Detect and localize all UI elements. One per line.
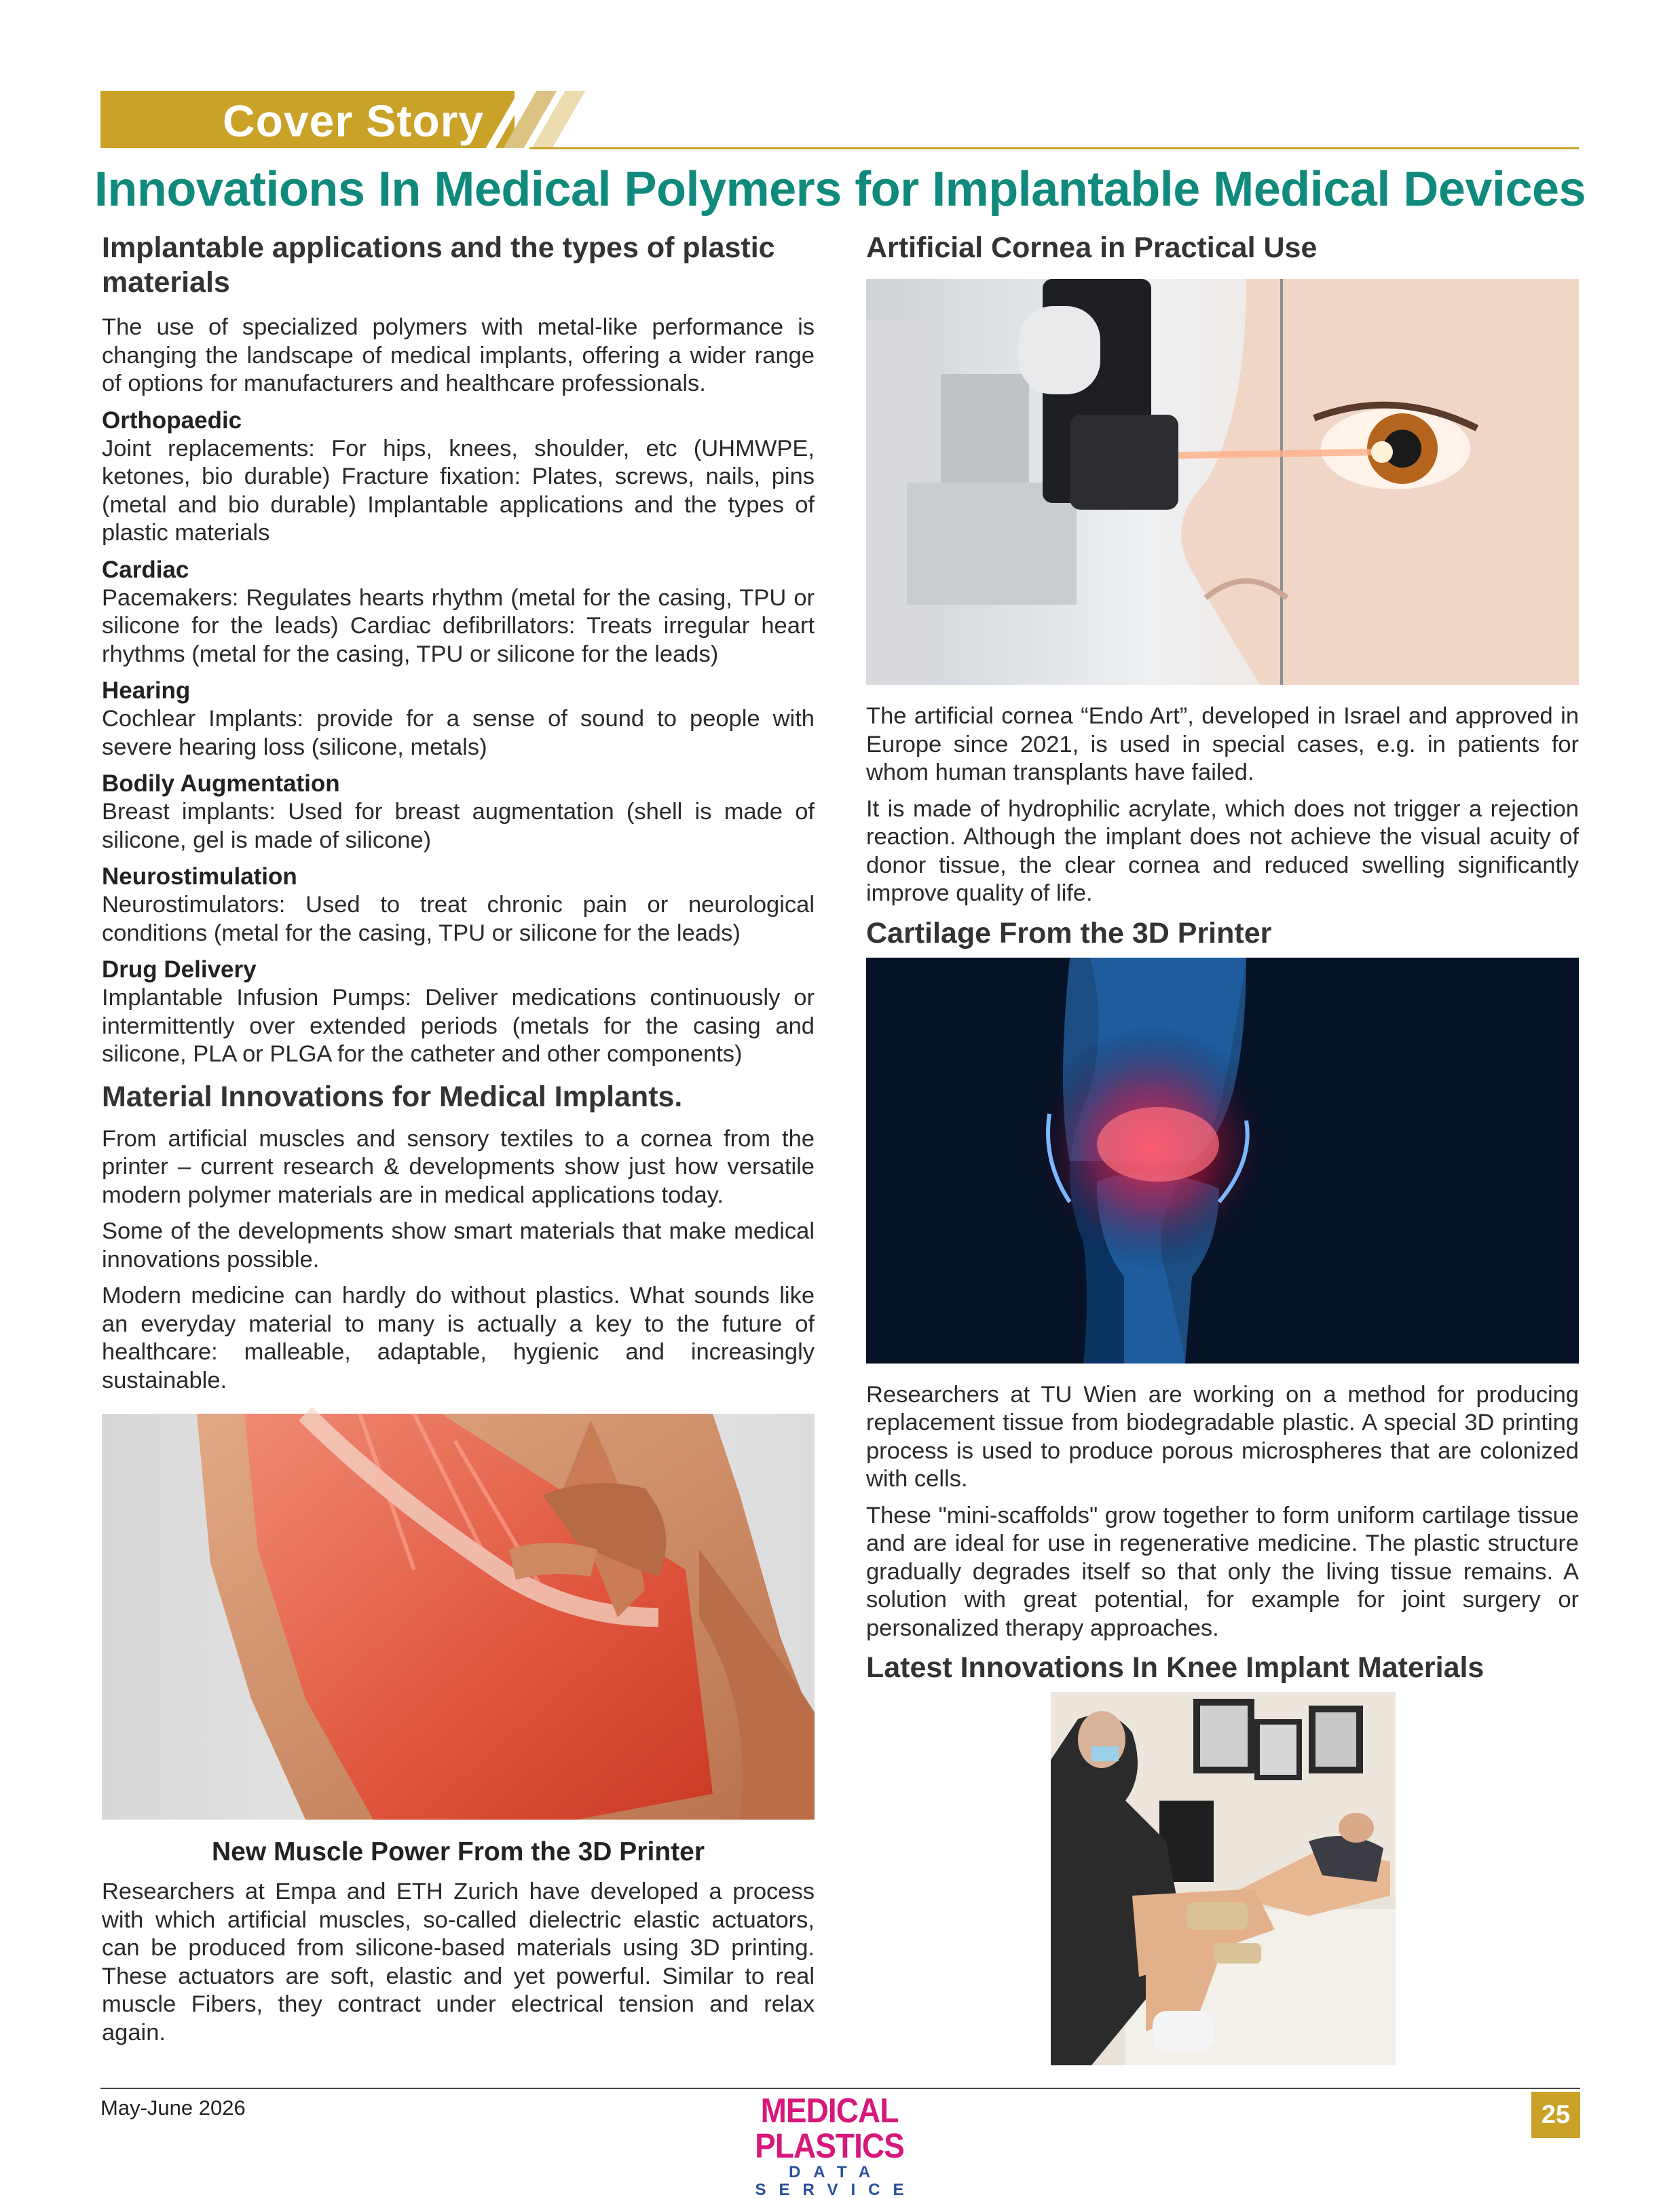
knee-xray-illustration bbox=[866, 958, 1579, 1364]
left-column bbox=[102, 231, 815, 2055]
body-paragraph: These "mini-scaffolds" grow together to form uniform cartilage tissue and are ideal for use in regenerative medicine. The plastic structure gradually degrades itself so that only the living tissue remains. A solution with great potential, for example for joint surgery or personalized therapy approaches. bbox=[866, 1502, 1579, 1641]
body-paragraph: Modern medicine can hardly do without plastics. What sounds like an everyday material to many is actually a key to the future of healthcare: malleable, adaptable, hygienic and increasingly sustainable. bbox=[102, 1283, 815, 1393]
logo-title: MEDICAL PLASTICS bbox=[755, 2091, 904, 2165]
category-title: Orthopaedic bbox=[102, 407, 242, 434]
category-cardiac bbox=[102, 556, 815, 669]
body-paragraph: From artificial muscles and sensory textiles to a cornea from the printer – current research & developments show just how versatile modern polymer materials are in medical applications today. bbox=[102, 1125, 815, 1208]
category-text: Neurostimulators: Used to treat chronic pain or neurological conditions (metal for the casing, TPU or silicone for the leads) bbox=[102, 892, 815, 946]
clinic-scene-illustration bbox=[1051, 1692, 1396, 2065]
category-text: Joint replacements: For hips, knees, shoulder, etc (UHMWPE, ketones, bio durable) Fracture fixation: Plates, screws, nails, pins (metal and bio durable) Implantable applications and the types of plastic materials bbox=[102, 435, 815, 546]
section-heading: Implantable applications and the types of plastic materials bbox=[102, 231, 775, 299]
logo-subtitle: DATA SERVICE bbox=[755, 2163, 917, 2199]
body-paragraph: Some of the developments show smart materials that make medical innovations possible. bbox=[102, 1218, 815, 1273]
shoulder-muscle-illustration bbox=[102, 1414, 815, 1820]
category-title: Neurostimulation bbox=[102, 863, 297, 890]
right-column bbox=[866, 231, 1579, 2065]
muscle-caption: New Muscle Power From the 3D Printer bbox=[211, 1837, 705, 1866]
section-heading: Material Innovations for Medical Implants. bbox=[102, 1080, 683, 1113]
eye-exam-illustration bbox=[866, 279, 1579, 685]
page-number: 25 bbox=[1531, 2092, 1580, 2138]
category-title: Drug Delivery bbox=[102, 956, 257, 983]
publication-logo bbox=[714, 2093, 945, 2199]
category-title: Cardiac bbox=[102, 556, 189, 583]
category-text: Cochlear Implants: provide for a sense of sound to people with severe hearing loss (silicone, metals) bbox=[102, 706, 815, 760]
knee-clinic-photo bbox=[1051, 1692, 1396, 2065]
category-drug-delivery bbox=[102, 956, 815, 1069]
issue-date: May-June 2026 bbox=[100, 2096, 246, 2120]
body-paragraph: It is made of hydrophilic acrylate, which does not trigger a rejection reaction. Although the implant does not achieve the visual acuity of donor tissue, the clear cornea and reduced swelling significantly improve quality of life. bbox=[866, 795, 1579, 906]
footer-rule bbox=[100, 2088, 1580, 2089]
cornea-photo bbox=[866, 279, 1579, 685]
page-title: Innovations In Medical Polymers for Implantable Medical Devices bbox=[94, 162, 1586, 217]
section-heading: Latest Innovations In Knee Implant Materials bbox=[866, 1651, 1485, 1684]
category-bodily-augmentation bbox=[102, 770, 815, 854]
category-orthopaedic bbox=[102, 407, 815, 548]
header-rule bbox=[529, 147, 1579, 149]
body-paragraph: The artificial cornea “Endo Art”, developed in Israel and approved in Europe since 2021, is used in special cases, e.g. in patients for whom human transplants have failed. bbox=[866, 703, 1579, 785]
section-label: Cover Story bbox=[223, 96, 485, 146]
category-title: Hearing bbox=[102, 677, 191, 704]
category-text: Pacemakers: Regulates hearts rhythm (metal for the casing, TPU or silicone for the leads) Cardiac defibrillators: Treats irregular heart rhythms (metal for the casing, TPU or silicone for the leads) bbox=[102, 584, 815, 667]
category-hearing bbox=[102, 677, 815, 762]
category-text: Breast implants: Used for breast augmentation (shell is made of silicone, gel is made of silicone) bbox=[102, 799, 815, 853]
body-paragraph: Researchers at Empa and ETH Zurich have developed a process with which artificial muscles, so-called dielectric elastic actuators, can be produced from silicone-based materials using 3D printing. These actuators are soft, elastic and yet powerful. Similar to real muscle Fibers, they contract under electrical tension and relax again. bbox=[102, 1879, 815, 2046]
category-title: Bodily Augmentation bbox=[102, 770, 340, 797]
section-heading: Artificial Cornea in Practical Use bbox=[866, 231, 1318, 264]
muscle-photo bbox=[102, 1414, 815, 1820]
cartilage-photo bbox=[866, 958, 1579, 1364]
intro-paragraph: The use of specialized polymers with metal-like performance is changing the landscape of medical implants, offering a wider range of options for manufacturers and healthcare professionals. bbox=[102, 314, 815, 396]
category-text: Implantable Infusion Pumps: Deliver medications continuously or intermittently over extended periods (metals for the casing and silicone, PLA or PLGA for the catheter and other components) bbox=[102, 985, 815, 1067]
body-paragraph: Researchers at TU Wien are working on a method for producing replacement tissue from biodegradable plastic. A special 3D printing process is used to produce porous microspheres that are colonized with cells. bbox=[866, 1381, 1579, 1492]
section-heading: Cartilage From the 3D Printer bbox=[866, 916, 1272, 950]
category-neurostimulation bbox=[102, 863, 815, 947]
